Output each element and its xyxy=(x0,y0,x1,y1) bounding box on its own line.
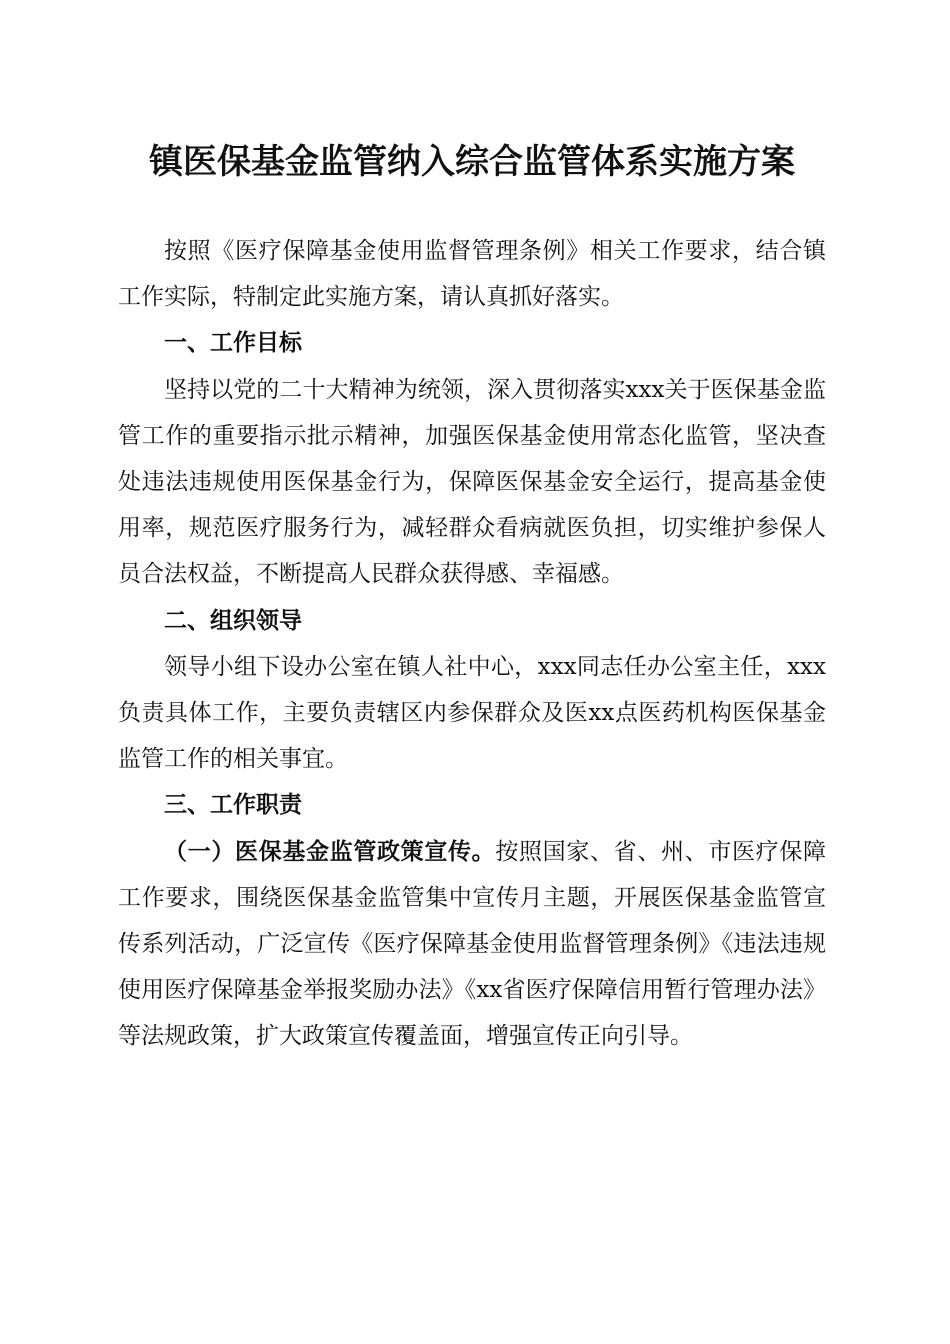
document-title: 镇医保基金监管纳入综合监管体系实施方案 xyxy=(149,142,795,182)
section-heading-goals: 一、工作目标 xyxy=(164,330,302,357)
section-text-leadership: 领导小组下设办公室在镇人社中心，xxx同志任办公室主任，xxx负责具体工作，主要负责辖区内参保群众及医xx点医药机构医保基金监管工作的相关事宜。 xyxy=(118,653,826,773)
section-heading-leadership: 二、组织领导 xyxy=(164,607,302,634)
intro-paragraph: 按照《医疗保障基金使用监督管理条例》相关工作要求，结合镇工作实际，特制定此实施方案，请认真抓好落实。 xyxy=(118,238,826,311)
section-text-goals: 坚持以党的二十大精神为统领，深入贯彻落实xxx关于医保基金监管工作的重要指示批示精神，加强医保基金使用常态化监管，坚决查处违法违规使用医保基金行为，保障医保基金安全运行，提高基金使用率，规范医疗服务行为，减轻群众看病就医负担，切实维护参保人员合法权益，不断提高人民群众获得感、幸福感。 xyxy=(118,376,826,588)
section-heading-duties: 三、工作职责 xyxy=(164,792,302,819)
document-body xyxy=(118,228,826,1060)
duty-item-1-lead: （一）医保基金监管政策宣传。 xyxy=(164,838,496,865)
duty-item-1-text: 按照国家、省、州、市医疗保障工作要求，围绕医保基金监管集中宣传月主题，开展医保基金监管宣传系列活动，广泛宣传《医疗保障基金使用监督管理条例》《违法违规使用医疗保障基金举报奖励办法》《xx省医疗保障信用暂行管理办法》等法规政策，扩大政策宣传覆盖面，增强宣传正向引导。 xyxy=(118,838,827,1050)
duty-item-1 xyxy=(118,829,826,1060)
